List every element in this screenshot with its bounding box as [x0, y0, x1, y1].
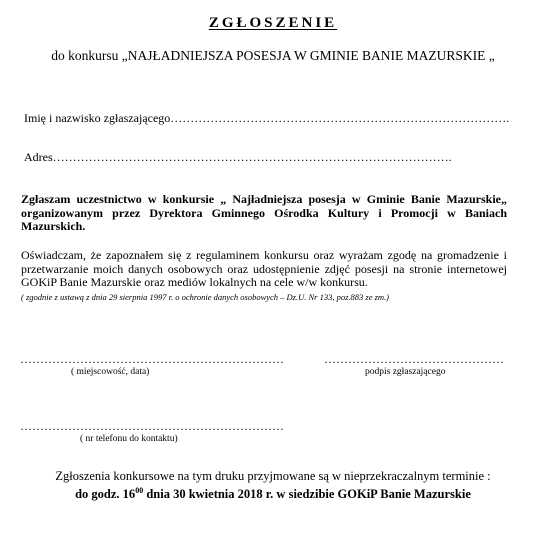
form-title: ZGŁOSZENIE — [208, 15, 338, 31]
place-date-label: ( miejscowość, data) — [71, 367, 150, 377]
consent-paragraph: Oświadczam, że zapoznałem się z regulaminem konkursu oraz wyrażam zgodę na gromadzenie i przetwarzanie moich danych osobowych oraz udostępnienie zdjęć posesji na stronie internetowej GOKiP Banie Mazurskie oraz mediów lokalnych na cele w/w konkursu. — [21, 248, 507, 289]
name-field-label: Imię i nazwisko zgłaszającego — [24, 111, 171, 125]
name-field-dots[interactable]: …………………………………………………………………………. — [170, 111, 510, 125]
deadline-minutes: 00 — [135, 486, 144, 495]
legal-note: ( zgodnie z ustawą z dnia 29 sierpnia 1997 r. o ochronie danych osobowych – Dz.U. Nr 133, poz.883 ze zm.) — [21, 292, 390, 302]
name-field-row — [24, 111, 509, 126]
submission-deadline — [0, 487, 546, 502]
place-date-dots[interactable]: ………………………………………………………… — [20, 352, 284, 366]
participation-paragraph: Zgłaszam uczestnictwo w konkursie „ Najładniejsza posesja w Gminie Banie Mazurskie„ organizowanym przez Dyrektora Gminnego Ośrodka Kultury i Promocji w Baniach Mazurskich. — [21, 192, 507, 233]
deadline-suffix: dnia 30 kwietnia 2018 r. w siedzibie GOKiP Banie Mazurskie — [143, 487, 471, 501]
phone-dots[interactable]: ………………………………………………………… — [20, 419, 284, 433]
submission-terms: Zgłoszenia konkursowe na tym druku przyjmowane są w nieprzekraczalnym terminie : — [55, 469, 491, 483]
deadline-prefix: do godz. 16 — [75, 487, 136, 501]
contest-subtitle: do konkursu „NAJŁADNIEJSZA POSESJA W GMINIE BANIE MAZURSKIE „ — [51, 48, 495, 63]
phone-label: ( nr telefonu do kontaktu) — [80, 434, 178, 444]
address-field-label: Adres — [24, 150, 53, 164]
address-field-row — [24, 150, 452, 165]
address-field-dots[interactable]: ………………………………………………………………………………………. — [52, 150, 452, 164]
signature-dots[interactable]: ……………………………………… — [324, 352, 504, 366]
signature-label: podpis zgłaszającego — [365, 367, 446, 377]
